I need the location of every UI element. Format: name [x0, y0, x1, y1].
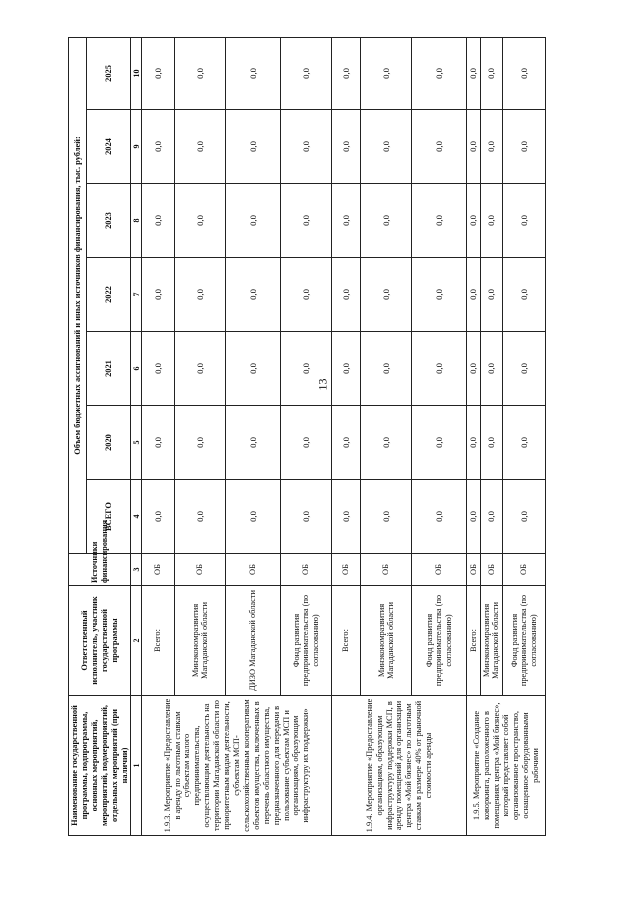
- amount-cell: 0,0: [175, 332, 226, 406]
- amount-cell: 0,0: [226, 110, 281, 184]
- column-number: 3: [131, 554, 142, 586]
- activity-name-cell: 1.9.3. Мероприятие «Предоставление в аренду по льготным ставкам субъектам малого предпринимательства, осуществляющим деятельность на территории Магаданской области по приоритетным видам деятельности, субъектам МСП-сельскохозяйственным кооперативам объектов имущества, включенных в перечень областного имущества, предназначенного для передачи в пользование субъектам МСП и организациям, образующим инфраструктуру их поддержки»: [142, 696, 332, 836]
- column-number: 4: [131, 480, 142, 554]
- amount-cell: 0,0: [412, 184, 467, 258]
- header-year-2021: 2021: [87, 332, 131, 406]
- amount-cell: 0,0: [175, 110, 226, 184]
- amount-cell: 0,0: [361, 184, 412, 258]
- amount-cell: 0,0: [332, 406, 361, 480]
- header-row-1: [69, 37, 87, 835]
- amount-cell: 0,0: [480, 184, 503, 258]
- amount-cell: 0,0: [503, 332, 546, 406]
- amount-cell: 0,0: [503, 480, 546, 554]
- amount-cell: 0,0: [142, 37, 175, 109]
- amount-cell: 0,0: [467, 184, 480, 258]
- amount-cell: 0,0: [412, 37, 467, 109]
- header-source: Источники финансирования: [69, 554, 131, 586]
- amount-cell: 0,0: [480, 406, 503, 480]
- amount-cell: 0,0: [142, 480, 175, 554]
- amount-cell: 0,0: [175, 406, 226, 480]
- amount-cell: 0,0: [175, 37, 226, 109]
- header-volume: Объем бюджетных ассигнований и иных источников финансирования, тыс. рублей:: [69, 37, 87, 553]
- financing-table: [68, 37, 546, 836]
- amount-cell: 0,0: [480, 258, 503, 332]
- table-row: [332, 37, 361, 835]
- rotated-table-area: [68, 38, 566, 836]
- table-row: [467, 37, 480, 835]
- source-cell: ОБ: [361, 554, 412, 586]
- amount-cell: 0,0: [332, 184, 361, 258]
- amount-cell: 0,0: [281, 184, 332, 258]
- amount-cell: 0,0: [467, 406, 480, 480]
- amount-cell: 0,0: [480, 480, 503, 554]
- amount-cell: 0,0: [226, 406, 281, 480]
- amount-cell: 0,0: [412, 406, 467, 480]
- executor-cell: Всего:: [142, 586, 175, 696]
- activity-name-cell: 1.9.4. Мероприятие «Предоставление организациям, образующим инфраструктуру поддержки МСП, в аренду помещений для организации центра «Мой бизнес» по льготным ставкам в размере 40% от рыночной стоимости аренды: [332, 696, 467, 836]
- amount-cell: 0,0: [142, 332, 175, 406]
- amount-cell: 0,0: [226, 184, 281, 258]
- amount-cell: 0,0: [467, 37, 480, 109]
- amount-cell: 0,0: [467, 258, 480, 332]
- amount-cell: 0,0: [332, 110, 361, 184]
- amount-cell: 0,0: [226, 37, 281, 109]
- amount-cell: 0,0: [480, 110, 503, 184]
- amount-cell: 0,0: [226, 480, 281, 554]
- header-year-2022: 2022: [87, 258, 131, 332]
- amount-cell: 0,0: [226, 332, 281, 406]
- amount-cell: 0,0: [142, 110, 175, 184]
- column-number: 5: [131, 406, 142, 480]
- source-cell: ОБ: [332, 554, 361, 586]
- page-number-text: 13: [315, 378, 330, 390]
- amount-cell: 0,0: [361, 332, 412, 406]
- header-year-2025: 2025: [87, 37, 131, 109]
- amount-cell: 0,0: [480, 332, 503, 406]
- source-cell: ОБ: [226, 554, 281, 586]
- activity-name-cell: 1.9.5. Мероприятие «Создание коворкинга, расположенного в помещениях центра «Мой бизнес», который представляет собой организованное пространство, оснащенное оборудованными рабочими: [467, 696, 546, 836]
- amount-cell: 0,0: [281, 332, 332, 406]
- amount-cell: 0,0: [281, 110, 332, 184]
- amount-cell: 0,0: [281, 258, 332, 332]
- column-number: 10: [131, 37, 142, 109]
- amount-cell: 0,0: [142, 184, 175, 258]
- source-cell: ОБ: [175, 554, 226, 586]
- amount-cell: 0,0: [412, 480, 467, 554]
- amount-cell: 0,0: [281, 406, 332, 480]
- executor-cell: Всего:: [467, 586, 480, 696]
- executor-cell: Минэкономразвития Магаданской области: [175, 586, 226, 696]
- amount-cell: 0,0: [226, 258, 281, 332]
- amount-cell: 0,0: [503, 110, 546, 184]
- amount-cell: 0,0: [332, 480, 361, 554]
- source-cell: ОБ: [412, 554, 467, 586]
- header-year-total: ВСЕГО: [87, 480, 131, 554]
- table-body: [142, 37, 546, 835]
- amount-cell: 0,0: [467, 480, 480, 554]
- amount-cell: 0,0: [361, 258, 412, 332]
- amount-cell: 0,0: [480, 37, 503, 109]
- header-year-2020: 2020: [87, 406, 131, 480]
- source-cell: ОБ: [480, 554, 503, 586]
- amount-cell: 0,0: [332, 37, 361, 109]
- source-cell: ОБ: [503, 554, 546, 586]
- executor-cell: ДИЗО Магаданской области: [226, 586, 281, 696]
- table-row: [142, 37, 175, 835]
- amount-cell: 0,0: [175, 258, 226, 332]
- header-name: Наименование государственной программы, подпрограммы, основных мероприятий, мероприятий, подмероприятий, отдельных мероприятий (при наличии): [69, 696, 131, 836]
- source-cell: ОБ: [467, 554, 480, 586]
- amount-cell: 0,0: [281, 480, 332, 554]
- amount-cell: 0,0: [332, 258, 361, 332]
- column-number: 2: [131, 586, 142, 696]
- amount-cell: 0,0: [175, 184, 226, 258]
- amount-cell: 0,0: [361, 406, 412, 480]
- amount-cell: 0,0: [361, 480, 412, 554]
- amount-cell: 0,0: [175, 480, 226, 554]
- amount-cell: 0,0: [142, 258, 175, 332]
- header-year-2023: 2023: [87, 184, 131, 258]
- column-number: 6: [131, 332, 142, 406]
- executor-cell: Минэкономразвития Магаданской области: [480, 586, 503, 696]
- column-number: 1: [131, 696, 142, 836]
- header-year-2024: 2024: [87, 110, 131, 184]
- column-number: 8: [131, 184, 142, 258]
- amount-cell: 0,0: [332, 332, 361, 406]
- amount-cell: 0,0: [142, 406, 175, 480]
- amount-cell: 0,0: [412, 110, 467, 184]
- amount-cell: 0,0: [503, 37, 546, 109]
- executor-cell: Минэкономразвития Магаданской области: [361, 586, 412, 696]
- column-number: 7: [131, 258, 142, 332]
- executor-cell: Фонд развития предпринимательства (по согласованию): [281, 586, 332, 696]
- executor-cell: Фонд развития предпринимательства (по согласованию): [503, 586, 546, 696]
- amount-cell: 0,0: [361, 110, 412, 184]
- executor-cell: Всего:: [332, 586, 361, 696]
- amount-cell: 0,0: [467, 332, 480, 406]
- source-cell: ОБ: [142, 554, 175, 586]
- amount-cell: 0,0: [412, 258, 467, 332]
- executor-cell: Фонд развития предпринимательства (по согласованию): [412, 586, 467, 696]
- source-cell: ОБ: [281, 554, 332, 586]
- amount-cell: 0,0: [503, 406, 546, 480]
- amount-cell: 0,0: [412, 332, 467, 406]
- amount-cell: 0,0: [503, 258, 546, 332]
- header-executor: Ответственный исполнитель, участник государственной программы: [69, 586, 131, 696]
- column-number: 9: [131, 110, 142, 184]
- amount-cell: 0,0: [503, 184, 546, 258]
- amount-cell: 0,0: [361, 37, 412, 109]
- amount-cell: 0,0: [281, 37, 332, 109]
- column-number-row: [131, 37, 142, 835]
- amount-cell: 0,0: [467, 110, 480, 184]
